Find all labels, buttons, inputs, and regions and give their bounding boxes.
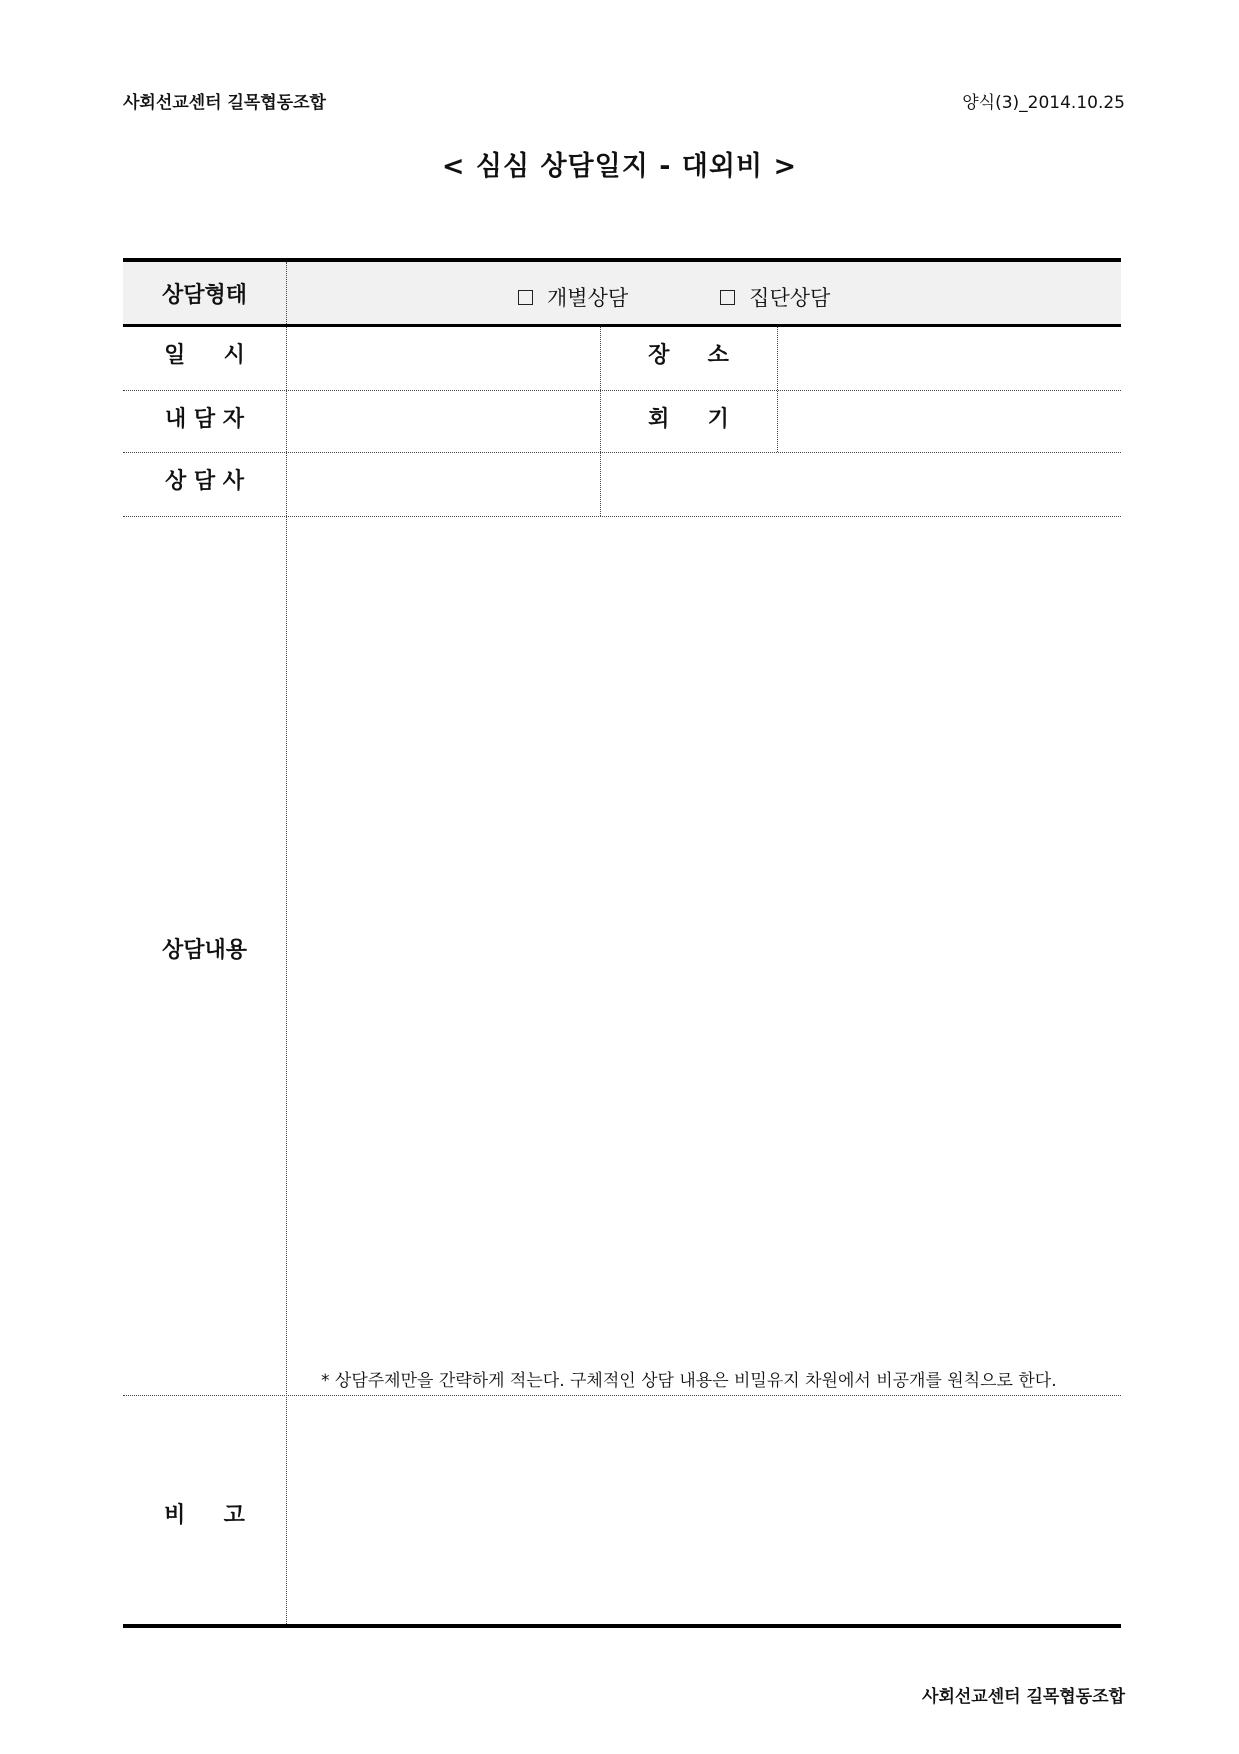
label-session: 회 기 bbox=[648, 407, 729, 432]
checkbox-icon[interactable] bbox=[518, 290, 533, 305]
client-field[interactable] bbox=[287, 391, 600, 453]
label-counselor: 상 담 사 bbox=[164, 469, 245, 494]
checkbox-group-label: 집단상담 bbox=[749, 286, 831, 310]
label-counseling-type: 상담형태 bbox=[161, 283, 247, 308]
document-title: < 심심 상담일지 - 대외비 > bbox=[441, 151, 798, 182]
row-divider bbox=[123, 452, 1121, 453]
label-client: 내 담 자 bbox=[164, 407, 245, 432]
datetime-field[interactable] bbox=[287, 327, 600, 390]
session-field[interactable] bbox=[778, 391, 1121, 453]
label-content: 상담내용 bbox=[161, 938, 247, 963]
remarks-field[interactable] bbox=[287, 1396, 1121, 1624]
divider bbox=[286, 262, 287, 324]
header-org: 사회선교센터 길목협동조합 bbox=[123, 93, 326, 113]
checkbox-individual[interactable] bbox=[518, 282, 628, 312]
footer-org: 사회선교센터 길목협동조합 bbox=[922, 1687, 1125, 1707]
checkbox-icon[interactable] bbox=[720, 290, 735, 305]
label-place: 장 소 bbox=[648, 343, 729, 368]
checkbox-group-counseling[interactable] bbox=[720, 282, 830, 312]
counselor-field[interactable] bbox=[287, 453, 600, 516]
header-form-code: 양식(3)_2014.10.25 bbox=[962, 93, 1125, 113]
place-field[interactable] bbox=[778, 327, 1121, 390]
label-remarks: 비 고 bbox=[164, 1503, 245, 1528]
row-counseling-type bbox=[123, 262, 1121, 327]
label-datetime: 일 시 bbox=[164, 343, 245, 368]
content-field[interactable] bbox=[287, 517, 1121, 1357]
counseling-type-options bbox=[518, 282, 830, 312]
content-note: * 상담주제만을 간략하게 적는다. 구체적인 상담 내용은 비밀유지 차원에서 비공개를 원칙으로 한다. bbox=[321, 1371, 1057, 1391]
checkbox-individual-label: 개별상담 bbox=[547, 286, 629, 310]
bottom-rule bbox=[123, 1624, 1121, 1628]
